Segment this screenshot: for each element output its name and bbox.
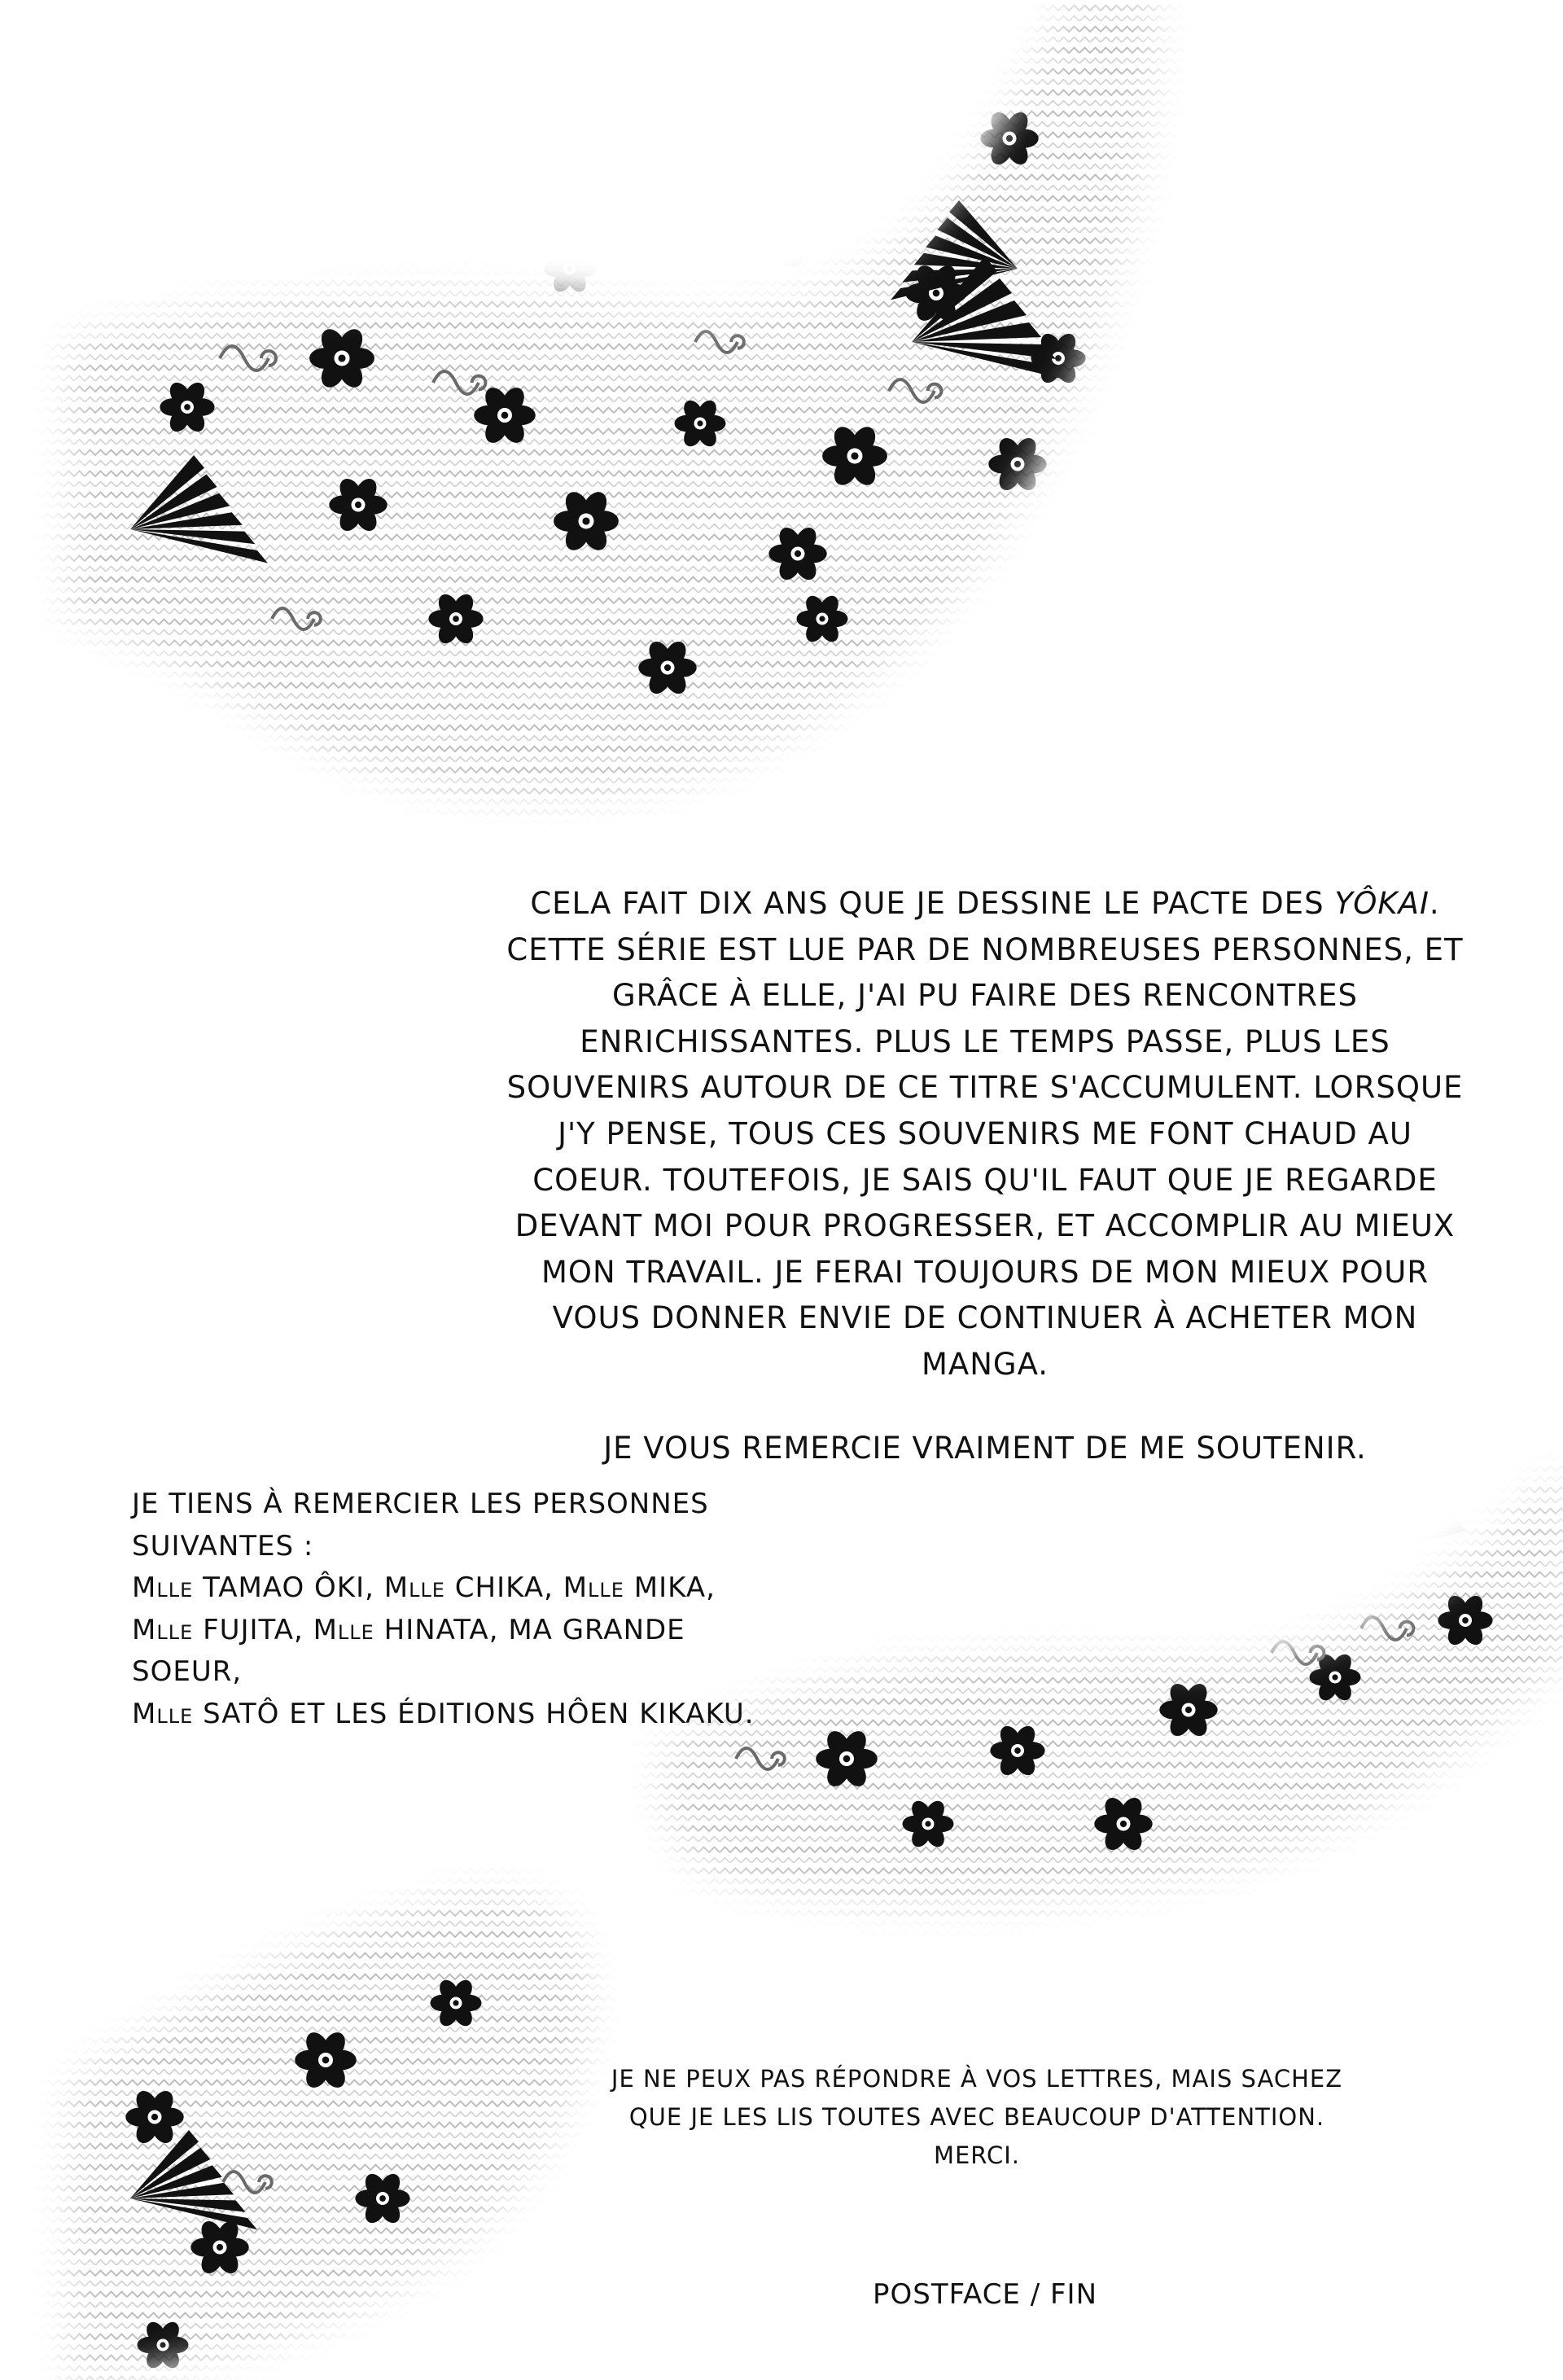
name: TAMAO ÔKI <box>203 1571 366 1604</box>
name: CHIKA <box>454 1571 545 1604</box>
honorific: Mlle <box>132 1613 194 1646</box>
name: HINATA <box>383 1613 489 1646</box>
postface-text <box>505 881 1465 1471</box>
name: SATÔ <box>203 1697 280 1730</box>
name: MIKA <box>633 1571 707 1604</box>
name: MA GRANDE SOEUR <box>132 1613 685 1688</box>
acknowledgements-intro: JE TIENS À REMERCIER LES PERSONNES SUIVANTES : <box>132 1488 709 1563</box>
honorific: Mlle <box>563 1571 624 1604</box>
honorific: Mlle <box>132 1697 194 1730</box>
publisher-phrase: ET LES ÉDITIONS HÔEN KIKAKU. <box>289 1697 755 1730</box>
postface-paragraph: CELA FAIT DIX ANS QUE JE DESSINE LE PACTE DES YÔKAI. CETTE SÉRIE EST LUE PAR DE NOMBREUSES PERSONNES, ET GRÂCE À ELLE, J'AI PU FAIRE DES RENCONTRES ENRICHISSANTES. PLUS LE TEMPS PASSE, PLUS LES SOUVENIRS AUTOUR DE CE TITRE S'ACCUMULENT. LORSQUE J'Y PENSE, TOUS CES SOUVENIRS ME FONT CHAUD AU COEUR. TOUTEFOIS, JE SAIS QU'IL FAUT QUE JE REGARDE DEVANT MOI POUR PROGRESSER, ET ACCOMPLIR AU MIEUX MON TRAVAIL. JE FERAI TOUJOURS DE MON MIEUX POUR VOUS DONNER ENVIE DE CONTINUER À ACHETER MON MANGA. <box>506 886 1464 1382</box>
name: FUJITA <box>203 1613 294 1646</box>
honorific: Mlle <box>383 1571 445 1604</box>
letters-note: JE NE PEUX PAS RÉPONDRE À VOS LETTRES, MAIS SACHEZ QUE JE LES LIS TOUTES AVEC BEAUCOUP D'ATTENTION. MERCI. <box>611 2065 1343 2169</box>
thanks-line: JE VOUS REMERCIE VRAIMENT DE ME SOUTENIR. <box>603 1430 1367 1466</box>
honorific: Mlle <box>132 1571 194 1604</box>
acknowledgements-names: Mlle TAMAO ÔKI, Mlle CHIKA, Mlle MIKA, Mlle FUJITA, Mlle HINATA, MA GRANDE SOEUR, Mlle SATÔ ET LES ÉDITIONS HÔEN KIKAKU. <box>132 1571 755 1730</box>
series-title: YÔKAI <box>1334 886 1429 921</box>
honorific: Mlle <box>313 1613 374 1646</box>
end-marker: POSTFACE / FIN <box>872 2278 1098 2311</box>
acknowledgements <box>132 1484 767 1735</box>
